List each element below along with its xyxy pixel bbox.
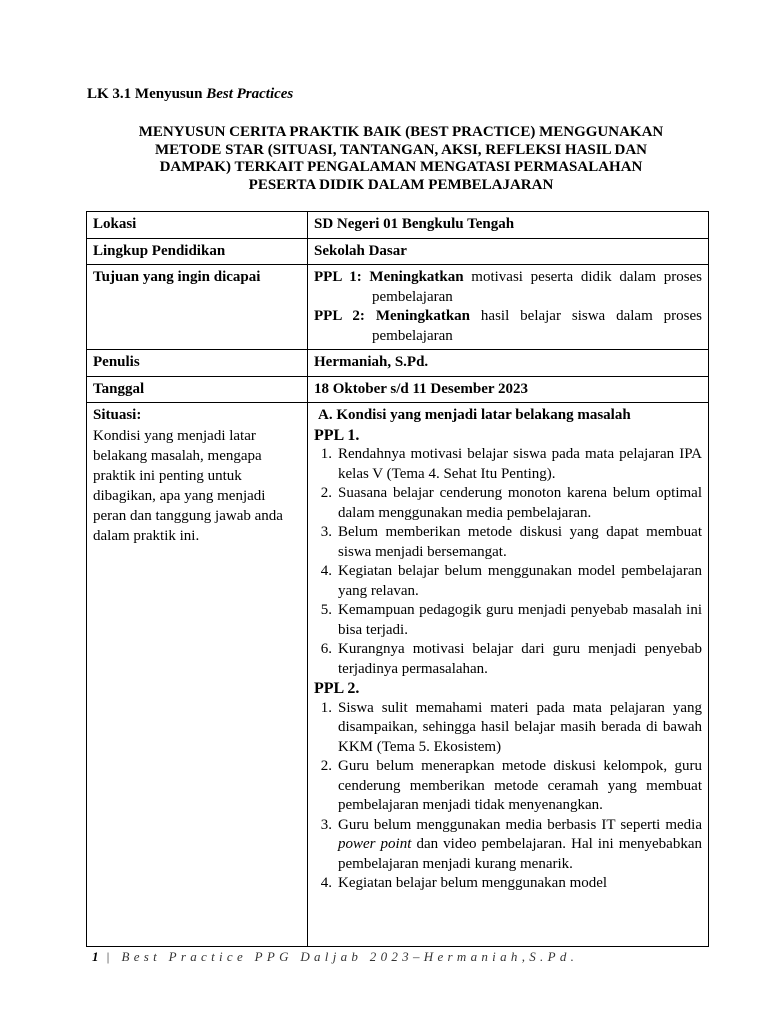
row-lokasi — [87, 212, 709, 239]
list-item: 3. Guru belum menggunakan media berbasis IT seperti media power point dan video pembelajaran. Hal ini menyebabkan pembelajaran menjadi kurang menarik. — [320, 816, 702, 872]
situasi-label: Situasi: — [93, 407, 142, 423]
document-title — [80, 124, 722, 194]
row-situasi — [87, 403, 709, 947]
worksheet-heading-prefix: LK 3.1 Menyusun — [87, 86, 207, 102]
situasi-heading: A. Kondisi yang menjadi latar belakang masalah — [318, 407, 631, 423]
label-penulis: Penulis — [87, 350, 308, 377]
list-item: 3. Belum memberikan metode diskusi yang dapat membuat siswa menjadi bersemangat. — [320, 524, 702, 560]
value-penulis: Hermaniah, S.Pd. — [308, 350, 709, 377]
ppl2-list — [314, 699, 702, 894]
list-item: 2. Guru belum menerapkan metode diskusi kelompok, guru cenderung memberikan metode ceramah yang membuat pembelajaran menjadi tidak menyenangkan. — [320, 758, 702, 813]
ppl1-heading: PPL 1. — [314, 426, 360, 444]
value-situasi — [308, 403, 709, 947]
row-penulis — [87, 350, 709, 377]
ppl1-list — [314, 445, 702, 679]
label-tujuan: Tujuan yang ingin dicapai — [87, 265, 308, 350]
label-situasi — [87, 403, 308, 947]
title-line-3: DAMPAK) TERKAIT PENGALAMAN MENGATASI PERMASALAHAN — [159, 159, 643, 175]
list-item: 2. Suasana belajar cenderung monoton karena belum optimal dalam menggunakan media pembelajaran. — [320, 485, 702, 521]
tujuan-ppl-1: PPL 1: Meningkatkan motivasi peserta didik dalam proses pembelajaran — [314, 269, 703, 305]
ppl2-heading: PPL 2. — [314, 680, 360, 697]
value-lokasi: SD Negeri 01 Bengkulu Tengah — [308, 212, 709, 239]
page-number: 1 — [92, 949, 99, 964]
tujuan-ppl-2: PPL 2: Meningkatkan hasil belajar siswa dalam proses pembelajaran — [314, 308, 702, 344]
list-item: 1. Siswa sulit memahami materi pada mata pelajaran yang disampaikan, sehingga hasil belajar masih berada di bawah KKM (Tema 5. Ekosistem) — [320, 699, 702, 755]
value-lingkup: Sekolah Dasar — [308, 238, 709, 265]
value-tanggal: 18 Oktober s/d 11 Desember 2023 — [308, 376, 709, 403]
footer-separator: | — [98, 949, 122, 964]
best-practice-table — [86, 211, 709, 947]
label-lingkup: Lingkup Pendidikan — [87, 238, 308, 265]
situasi-description: Kondisi yang menjadi latar belakang masalah, mengapa praktik ini penting untuk dibagikan, apa yang menjadi peran dan tanggung jawab anda dalam praktik ini. — [93, 427, 283, 544]
title-line-4: PESERTA DIDIK DALAM PEMBELAJARAN — [248, 176, 554, 193]
value-tujuan — [308, 265, 709, 350]
list-item: 4. Kegiatan belajar belum menggunakan model — [320, 875, 608, 891]
title-line-1: MENYUSUN CERITA PRAKTIK BAIK (BEST PRACTICE) MENGGUNAKAN — [138, 124, 664, 140]
worksheet-heading — [87, 86, 293, 103]
page-footer — [92, 949, 578, 965]
footer-text: Best Practice PPG Daljab 2023–Hermaniah,S.Pd. — [121, 949, 579, 964]
list-item: 5. Kemampuan pedagogik guru menjadi penyebab masalah ini bisa terjadi. — [320, 602, 702, 638]
title-line-2: METODE STAR (SITUASI, TANTANGAN, AKSI, REFLEKSI HASIL DAN — [154, 141, 648, 158]
list-item: 1. Rendahnya motivasi belajar siswa pada mata pelajaran IPA kelas V (Tema 4. Sehat Itu Penting). — [320, 446, 702, 482]
row-tanggal — [87, 376, 709, 403]
list-item: 4. Kegiatan belajar belum menggunakan model pembelajaran yang relavan. — [320, 563, 702, 599]
label-tanggal: Tanggal — [87, 376, 308, 403]
worksheet-heading-italic: Best Practices — [206, 86, 294, 102]
list-item: 6. Kurangnya motivasi belajar dari guru menjadi penyebab terjadinya permasalahan. — [320, 641, 702, 677]
label-lokasi: Lokasi — [87, 212, 308, 239]
row-lingkup — [87, 238, 709, 265]
row-tujuan — [87, 265, 709, 350]
